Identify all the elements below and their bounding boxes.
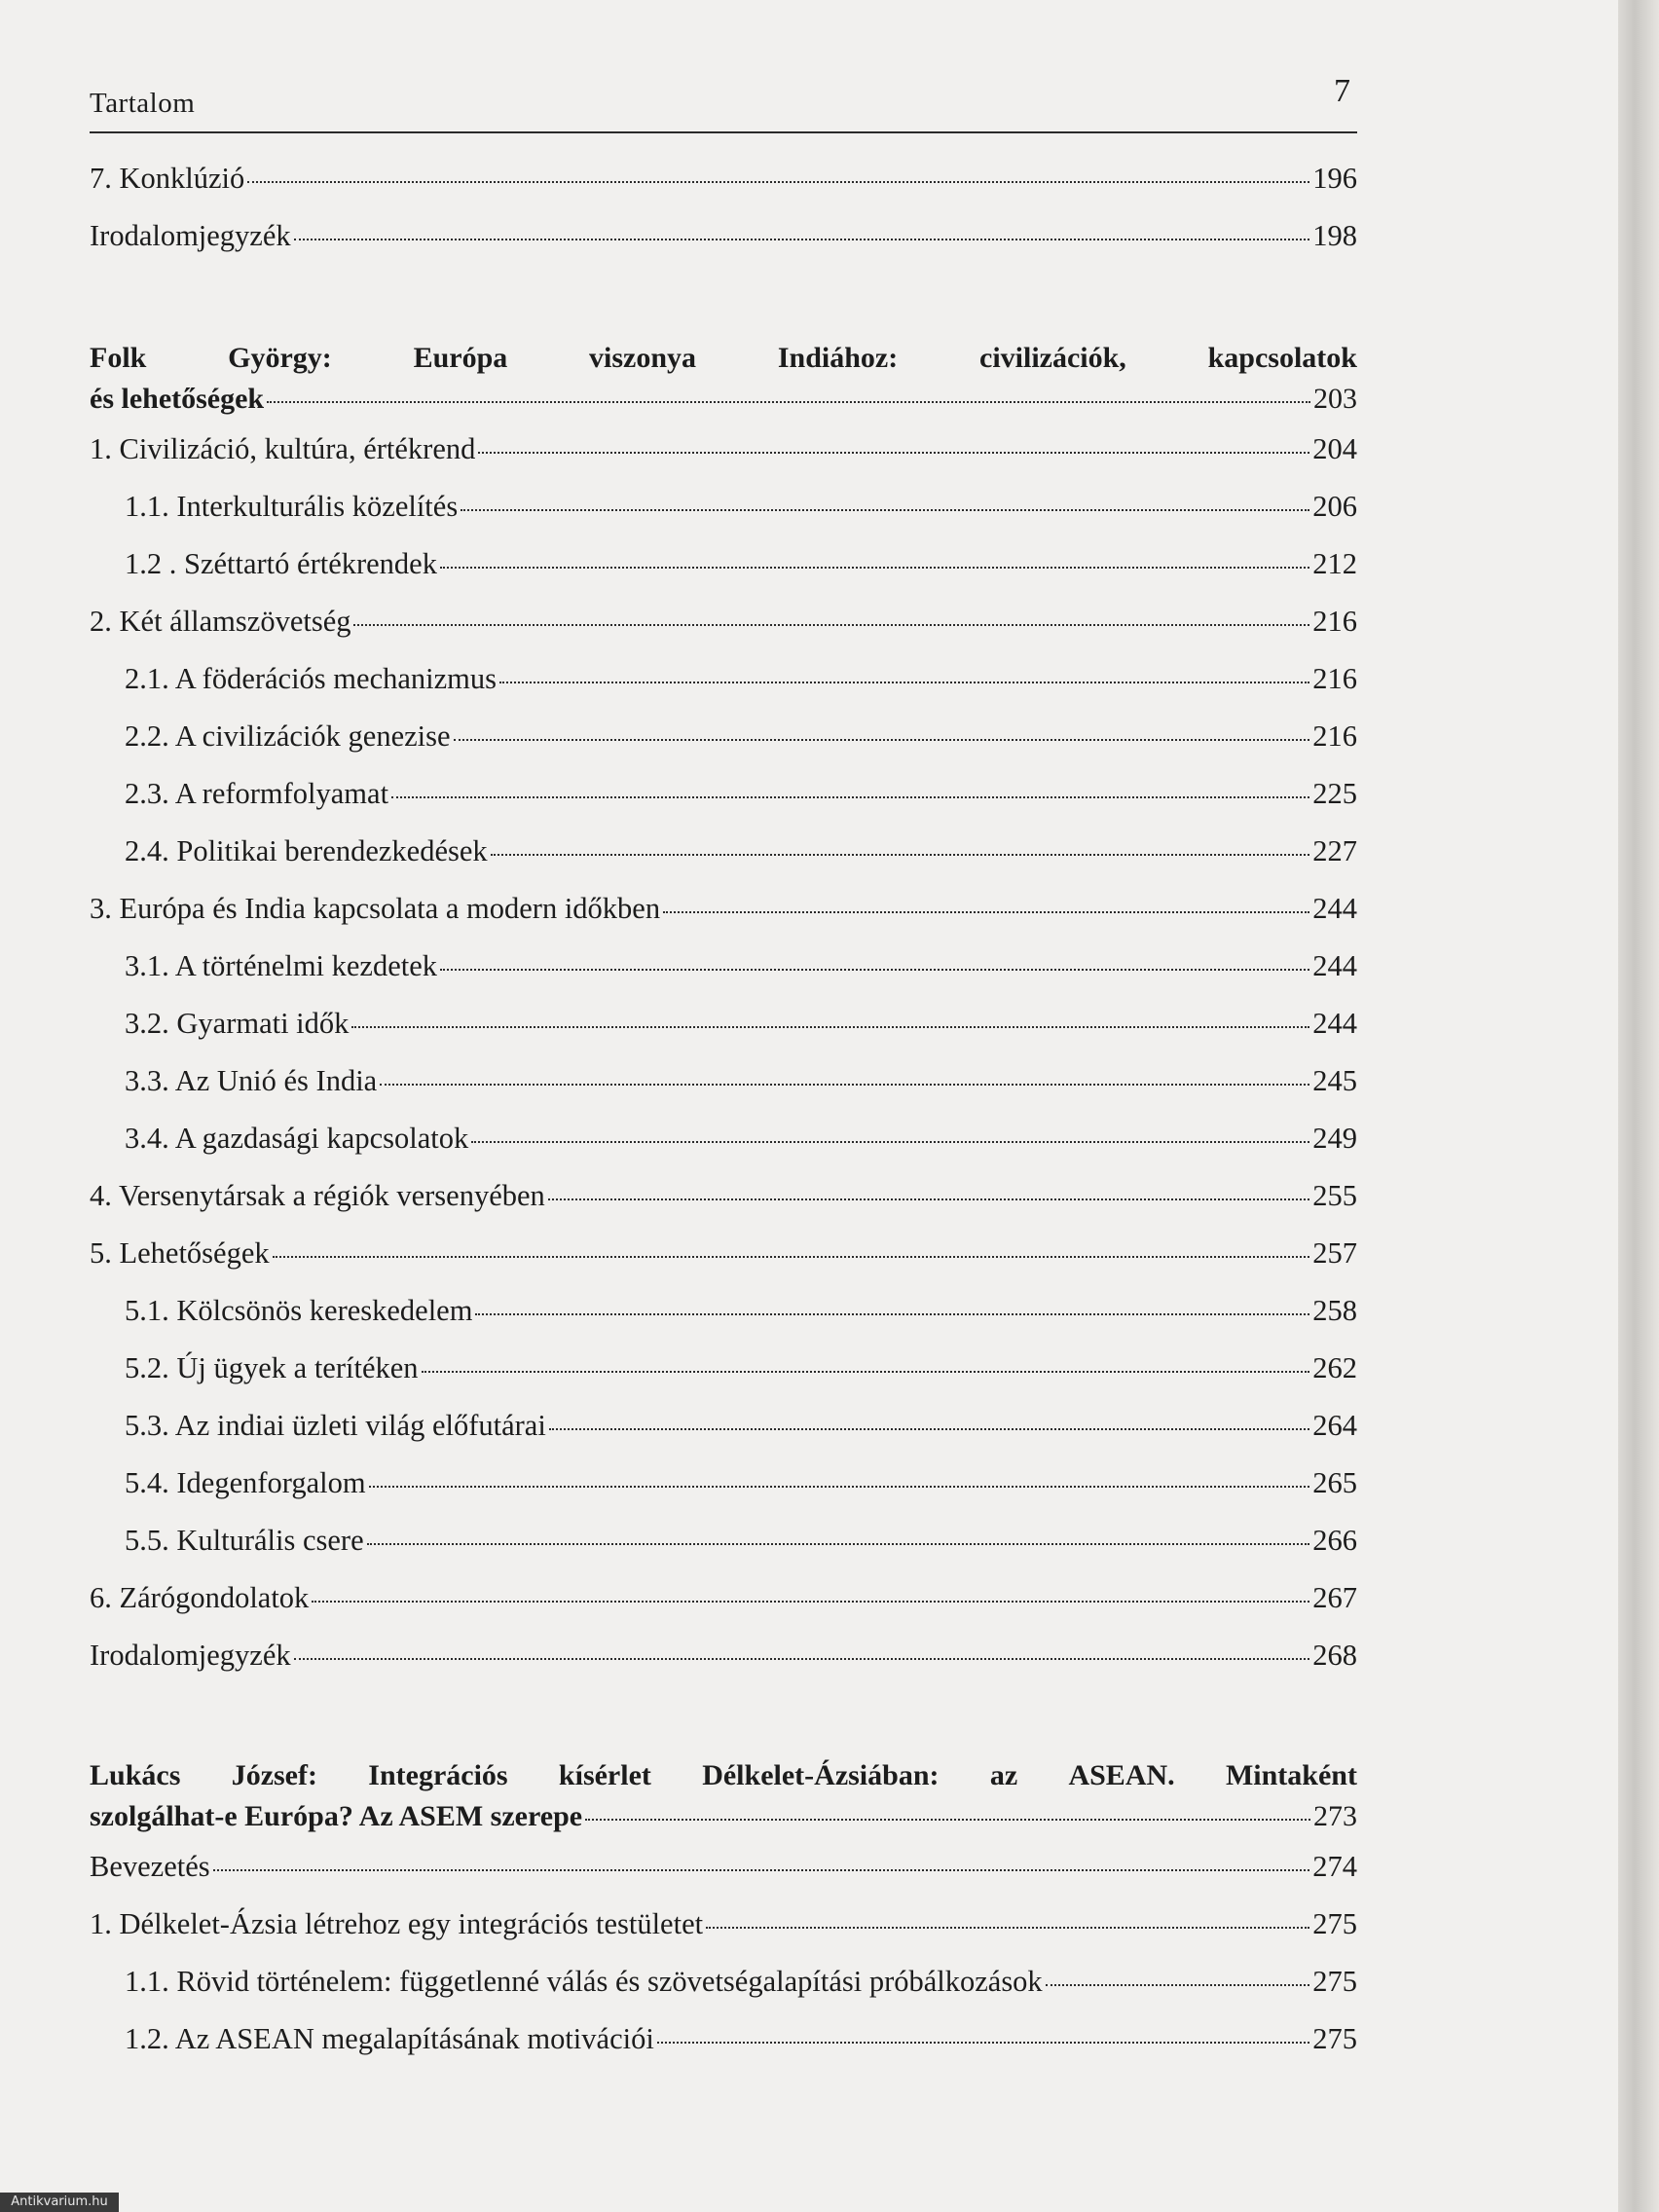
- toc-entry-page: 275: [1312, 2022, 1357, 2055]
- toc-entry: [90, 1455, 1357, 1512]
- dot-leader: [499, 680, 1309, 683]
- chapter-heading-lukacs-cont: [90, 1797, 1357, 1838]
- toc-entry-page: 255: [1312, 1179, 1357, 1212]
- dot-leader: [471, 1139, 1309, 1143]
- toc-entry-title: 3.1. A történelmi kezdetek: [125, 949, 438, 982]
- toc-entry: [90, 1225, 1357, 1282]
- toc-entry: [90, 650, 1357, 708]
- toc-entry: [90, 1512, 1357, 1569]
- page-edge: [1618, 0, 1659, 2212]
- toc-entry: [90, 1282, 1357, 1340]
- heading-continuation: szolgálhat-e Európa? Az ASEM szerepe: [90, 1800, 583, 1832]
- toc-entry: [90, 765, 1357, 823]
- running-head: Tartalom: [90, 88, 196, 119]
- dot-leader: [454, 737, 1310, 741]
- toc-entry-page: 266: [1312, 1524, 1357, 1557]
- toc-entry-title: 5.4. Idegenforgalom: [125, 1466, 366, 1499]
- toc-entry: [90, 1627, 1357, 1684]
- table-of-contents: [90, 150, 1357, 2068]
- heading-word: Délkelet-Ázsiában:: [702, 1759, 940, 1791]
- toc-entry: [90, 938, 1357, 995]
- toc-entry-title: 5.1. Kölcsönös kereskedelem: [125, 1294, 473, 1327]
- toc-entry-page: 198: [1312, 219, 1357, 252]
- toc-entry: [90, 1340, 1357, 1397]
- folk-entries: [90, 421, 1357, 1684]
- toc-entry-page: 216: [1312, 605, 1357, 638]
- toc-entry: [90, 1953, 1357, 2010]
- lukacs-entries: [90, 1838, 1357, 2068]
- toc-entry-title: 2.3. A reformfolyamat: [125, 777, 389, 810]
- toc-entry-title: 1.1. Rövid történelem: függetlenné válás és szövetségalapítási próbálkozások: [125, 1965, 1043, 1998]
- toc-entry-page: 267: [1312, 1581, 1357, 1614]
- toc-entry-title: Bevezetés: [90, 1850, 210, 1883]
- dot-leader: [247, 179, 1309, 183]
- toc-entry-title: 6. Zárógondolatok: [90, 1581, 310, 1614]
- toc-entry-page: 244: [1312, 892, 1357, 925]
- toc-entry-title: 2.1. A föderációs mechanizmus: [125, 662, 497, 695]
- toc-entry-page: 244: [1312, 1007, 1357, 1040]
- toc-entry-title: Irodalomjegyzék: [90, 1639, 291, 1672]
- toc-entry-page: 275: [1312, 1907, 1357, 1940]
- chapter-heading-folk-cont: [90, 380, 1357, 421]
- toc-entry-page: 212: [1312, 547, 1357, 580]
- chapter-page: 273: [1313, 1800, 1357, 1832]
- chapter-heading-folk: [90, 337, 1357, 380]
- dot-leader: [461, 507, 1309, 511]
- toc-entry-title: 2.2. A civilizációk genezise: [125, 719, 451, 753]
- heading-word: Integrációs: [368, 1759, 508, 1791]
- toc-entry: [90, 1167, 1357, 1225]
- toc-entry: [90, 708, 1357, 765]
- toc-entry: [90, 593, 1357, 650]
- watermark: Antikvarium.hu: [0, 2193, 119, 2212]
- toc-entry-page: 204: [1312, 432, 1357, 465]
- chapter-page: 203: [1313, 383, 1357, 415]
- toc-entry-page: 275: [1312, 1965, 1357, 1998]
- toc-entry: [90, 150, 1357, 207]
- toc-entry-page: 216: [1312, 719, 1357, 753]
- dot-leader: [440, 967, 1309, 971]
- toc-entry: [90, 421, 1357, 478]
- dot-leader: [1046, 1982, 1310, 1986]
- toc-entry-title: 7. Konklúzió: [90, 162, 245, 195]
- dot-leader: [213, 1867, 1310, 1871]
- heading-word: György:: [228, 342, 332, 374]
- toc-entry: [90, 1110, 1357, 1167]
- toc-entry-page: 249: [1312, 1122, 1357, 1155]
- heading-word: kísérlet: [558, 1759, 651, 1791]
- heading-word: az: [989, 1759, 1018, 1791]
- heading-word: Európa: [413, 342, 508, 374]
- heading-word: kapcsolatok: [1207, 342, 1357, 374]
- toc-entry-title: 3.2. Gyarmati idők: [125, 1007, 350, 1040]
- toc-entry-page: 216: [1312, 662, 1357, 695]
- toc-entry-title: 5.3. Az indiai üzleti világ előfutárai: [125, 1409, 546, 1442]
- toc-entry-title: 1. Civilizáció, kultúra, értékrend: [90, 432, 476, 465]
- toc-entry-title: 3.3. Az Unió és India: [125, 1064, 378, 1097]
- toc-entry-title: 5.5. Kulturális csere: [125, 1524, 364, 1557]
- toc-entry-page: 268: [1312, 1639, 1357, 1672]
- dot-leader: [273, 1254, 1310, 1258]
- page-number: 7: [1334, 73, 1350, 109]
- toc-entry: [90, 1397, 1357, 1455]
- toc-entry-page: 262: [1312, 1351, 1357, 1384]
- toc-entry-page: 244: [1312, 949, 1357, 982]
- toc-entry-title: 3.4. A gazdasági kapcsolatok: [125, 1122, 469, 1155]
- toc-entry: [90, 2010, 1357, 2068]
- dot-leader: [422, 1369, 1310, 1373]
- heading-word: civilizációk,: [979, 342, 1126, 374]
- heading-word: Indiához:: [777, 342, 899, 374]
- toc-entry-page: 264: [1312, 1409, 1357, 1442]
- toc-entry-page: 257: [1312, 1236, 1357, 1270]
- dot-leader: [549, 1426, 1309, 1430]
- dot-leader: [380, 1082, 1309, 1086]
- toc-entry-title: 1.2 . Széttartó értékrendek: [125, 547, 437, 580]
- dot-leader: [657, 2040, 1309, 2044]
- toc-entry-page: 245: [1312, 1064, 1357, 1097]
- dot-leader: [391, 794, 1309, 798]
- toc-entry-title: 4. Versenytársak a régiók versenyében: [90, 1179, 545, 1212]
- dot-leader: [267, 399, 1310, 403]
- dot-leader: [585, 1817, 1310, 1821]
- toc-entry-title: 5. Lehetőségek: [90, 1236, 270, 1270]
- toc-entry-title: 2.4. Politikai berendezkedések: [125, 834, 488, 867]
- toc-entry-title: 5.2. Új ügyek a terítéken: [125, 1351, 419, 1384]
- toc-entry: [90, 823, 1357, 880]
- dot-leader: [706, 1925, 1309, 1929]
- toc-entry: [90, 1569, 1357, 1627]
- toc-entry-page: 227: [1312, 834, 1357, 867]
- toc-entry-title: 2. Két államszövetség: [90, 605, 351, 638]
- dot-leader: [548, 1197, 1309, 1200]
- toc-entry-page: 258: [1312, 1294, 1357, 1327]
- dot-leader: [312, 1599, 1309, 1603]
- toc-entry-page: 225: [1312, 777, 1357, 810]
- toc-entry-title: 3. Európa és India kapcsolata a modern időkben: [90, 892, 661, 925]
- toc-entry: [90, 995, 1357, 1052]
- toc-entry-title: 1.1. Interkulturális közelítés: [125, 490, 459, 523]
- toc-entry-title: Irodalomjegyzék: [90, 219, 291, 252]
- dot-leader: [663, 909, 1309, 913]
- toc-entry-page: 196: [1312, 162, 1357, 195]
- dot-leader: [478, 450, 1309, 454]
- dot-leader: [294, 237, 1310, 240]
- dot-leader: [369, 1484, 1310, 1488]
- toc-entry: [90, 880, 1357, 938]
- dot-leader: [351, 1024, 1309, 1028]
- toc-entry: [90, 207, 1357, 265]
- heading-continuation: és lehetőségek: [90, 383, 265, 415]
- heading-word: ASEAN.: [1068, 1759, 1175, 1791]
- toc-entry-page: 274: [1312, 1850, 1357, 1883]
- toc-entry-title: 1.2. Az ASEAN megalapításának motivációi: [125, 2022, 654, 2055]
- heading-word: Folk: [90, 342, 147, 374]
- toc-entry: [90, 1896, 1357, 1953]
- heading-word: viszonya: [589, 342, 697, 374]
- toc-entry-page: 206: [1312, 490, 1357, 523]
- heading-word: Mintaként: [1225, 1759, 1357, 1791]
- dot-leader: [440, 565, 1309, 569]
- header-rule: [90, 131, 1357, 133]
- dot-leader: [353, 622, 1309, 626]
- heading-word: Lukács: [90, 1759, 181, 1791]
- chapter-heading-lukacs: [90, 1754, 1357, 1797]
- heading-word: József:: [231, 1759, 317, 1791]
- toc-entry: [90, 478, 1357, 535]
- toc-entry-title: 1. Délkelet-Ázsia létrehoz egy integrációs testületet: [90, 1907, 704, 1940]
- dot-leader: [491, 852, 1310, 856]
- toc-entry-page: 265: [1312, 1466, 1357, 1499]
- dot-leader: [294, 1656, 1310, 1660]
- toc-entry: [90, 1838, 1357, 1896]
- toc-entry: [90, 1052, 1357, 1110]
- dot-leader: [367, 1541, 1310, 1545]
- dot-leader: [475, 1311, 1309, 1315]
- toc-entry: [90, 535, 1357, 593]
